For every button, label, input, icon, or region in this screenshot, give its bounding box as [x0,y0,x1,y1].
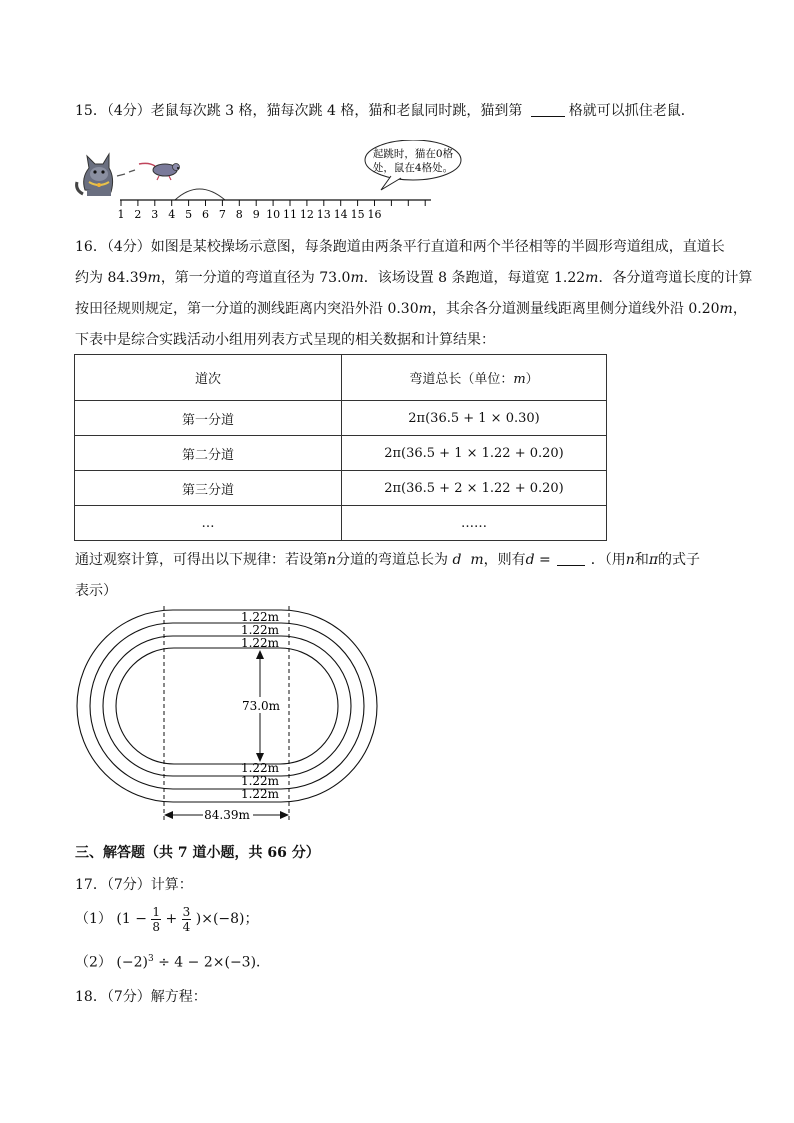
mouse-icon [139,163,180,180]
after-b: 分道的弯道总长为 [336,552,449,568]
q17-p1-label: （1） [75,911,112,927]
q16-line2-b: ，第一分道的弯道直径为 73.0 [160,270,351,286]
ruler-number: 16 [367,208,382,221]
table-row [75,401,607,436]
ruler-number: 4 [168,208,176,221]
q17-part1 [75,904,259,934]
lane-width-label: 1.22m [240,610,280,624]
after-c: ，则有 [483,552,526,568]
lane-width-label: 1.22m [240,787,280,801]
ruler-number: 12 [299,208,314,221]
frac-den: 4 [182,919,191,934]
after-and: 和 [634,552,649,568]
header-length-unit: m [513,372,526,387]
q16-answer-blank[interactable] [557,551,585,566]
frac-num: 3 [182,904,191,919]
q16-after-line1 [75,551,700,569]
table-row [75,471,607,506]
lane-width-label: 1.22m [240,761,280,775]
formula-cell: …… [342,506,607,541]
header-lane: 道次 [75,355,342,401]
ruler-number: 9 [252,208,260,221]
frac-num: 1 [152,904,161,919]
ruler-number: 10 [266,208,281,221]
formula-cell: 2π(36.5 + 2 × 1.22 + 0.20) [342,471,607,506]
cat-icon [77,154,113,196]
lane-width-label: 1.22m [240,774,280,788]
ruler-number: 8 [235,208,243,221]
lane-cell: 第二分道 [75,436,342,471]
var-n: n [625,552,635,568]
unit-m: m [585,270,599,286]
ruler-number: 3 [151,208,159,221]
straight-length-label: 84.39m [204,808,250,822]
table-row [75,506,607,541]
q17-p1-b: )×(−8)； [195,911,259,927]
lane-cell: … [75,506,342,541]
ruler-number: 6 [202,208,209,221]
q16-after-line2: 表示） [75,583,117,599]
ruler-number: 1 [117,208,125,221]
bubble-line2: 处，鼠在4格处。 [372,162,454,174]
unit-m: m [719,301,733,317]
frac-den: 8 [152,919,161,934]
after-a: 通过观察计算，可得出以下规律：若设第 [75,552,327,568]
ruler-number: 15 [350,208,365,221]
ruler-number: 7 [218,208,226,221]
lane-width-label: 1.22m [240,636,280,650]
q18-title: 18．（7分）解方程： [75,989,207,1005]
lane-width-label: 1.22m [240,623,280,637]
q16-line3-c: ， [732,301,747,317]
header-length-end: ） [525,372,539,387]
var-n: n [327,552,337,568]
d-equals: d = [525,552,551,568]
speech-bubble [365,140,461,190]
ruler-number: 11 [283,208,297,221]
q16-line3-a: 按田径规则规定，第一分道的测线距离内突沿外沿 0.30 [75,301,419,317]
table-row [75,436,607,471]
ruler-number: 2 [134,208,142,221]
lane-length-table [74,354,607,541]
q16-line3-b: ，其余各分道测量线距离里侧分道线外沿 0.20 [431,301,720,317]
formula-cell: 2π(36.5 + 1 × 0.30) [342,401,607,436]
lane-cell: 第三分道 [75,471,342,506]
unit-m: m [147,270,161,286]
q17-p2-label: （2） [75,954,112,971]
q16-line4: 下表中是综合实践活动小组用列表方式呈现的相关数据和计算结果： [75,332,495,348]
track-diagram [75,606,385,830]
after-e: ．（用 [590,552,626,568]
q17-p2-exponent: 3 [147,954,154,964]
after-f: 的式子 [658,552,701,568]
q16-line2-d: ．各分道弯道长度的计算 [598,270,753,286]
ruler-number: 5 [185,208,193,221]
unit-m: m [418,301,432,317]
q17-title: 17．（7分）计算： [75,877,193,893]
formula-cell: 2π(36.5 + 1 × 1.22 + 0.20) [342,436,607,471]
table-header-row [75,355,607,401]
q17-p1-plus: + [165,911,178,927]
header-length [342,355,607,401]
q17-p1-a: (1 − [116,911,147,927]
fraction-3-4 [182,905,192,934]
q15-text-before: 15．（4分）老鼠每次跳 3 格，猫每次跳 4 格，猫和老鼠同时跳，猫到第 [75,103,527,119]
diameter-label: 73.0m [241,699,281,713]
ruler-ticks [118,200,426,221]
ruler-number: 13 [316,208,331,221]
q16-line3 [75,300,747,318]
q15-question [75,102,695,120]
q15-figure [75,140,515,222]
var-pi: π [648,552,659,568]
q15-text-after: 格就可以抓住老鼠． [568,103,695,119]
unit-m: m [350,270,364,286]
section-3-heading: 三、解答题（共 7 道小题，共 66 分） [75,845,320,861]
var-d: d [452,552,462,568]
lane-cell: 第一分道 [75,401,342,436]
ruler-number: 14 [333,208,348,221]
q17-p2-b: ÷ 4 − 2×(−3)． [153,954,271,971]
bubble-line1: 起跳时，猫在0格 [372,148,454,160]
q16-line2-c: ．该场设置 8 条跑道，每道宽 1.22 [363,270,586,286]
q16-line2-a: 约为 84.39 [75,270,148,286]
unit-m: m [470,552,484,568]
fraction-1-8 [151,905,161,934]
q16-line2 [75,269,752,287]
q15-answer-blank[interactable] [531,102,565,117]
q16-line1: 16．（4分）如图是某校操场示意图，每条跑道由两条平行直道和两个半径相等的半圆形弯道组成，直道长 [75,239,725,255]
q17-part2 [75,950,270,972]
q17-p2-a: (−2) [116,954,148,971]
header-length-text: 弯道总长（单位： [409,372,514,387]
